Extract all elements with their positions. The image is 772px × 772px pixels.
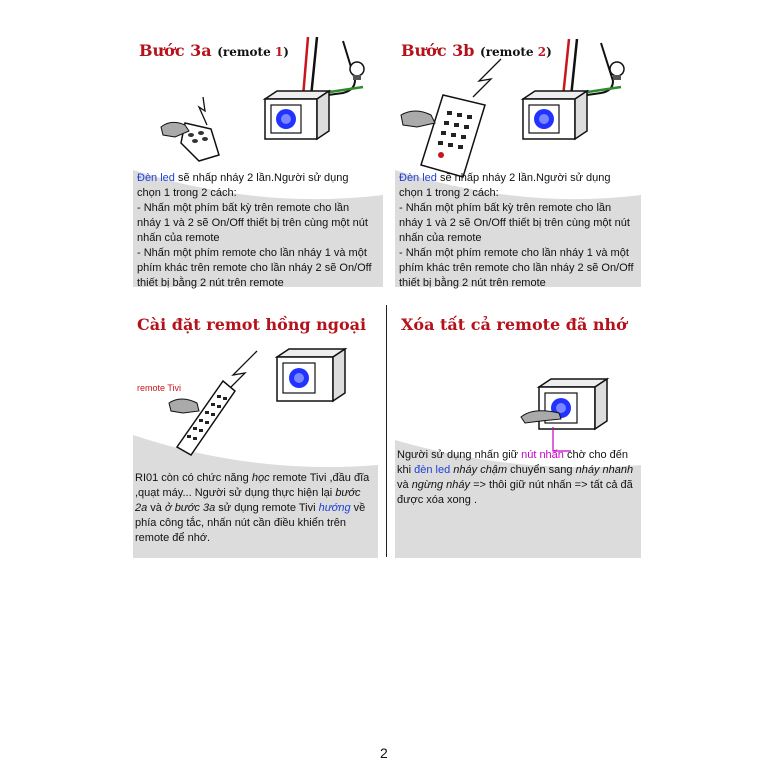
remote-tv-label: remote Tivi [137, 383, 182, 393]
remote-2-icon [401, 91, 487, 179]
step-3b-description: Đèn led sẽ nhấp nháy 2 lần.Người sử dụng chọn 1 trong 2 cách: - Nhấn một phím bất kỳ trên remote cho lần nháy 1 và 2 sẽ On/Off thiết bị trên cùng một nút nhấn của remote - Nhấn một phím remote cho lần nháy 1 và một phím khác trên remote cho lần nháy 2 sẽ On/Off thiết bị bằng 2 nút trên remote [399, 172, 634, 289]
clear-remotes-panel [395, 305, 641, 558]
step-3a-description: Đèn led sẽ nhấp nháy 2 lần.Người sử dụng chọn 1 trong 2 cách: - Nhấn một phím bất kỳ trên remote cho lần nháy 1 và 2 sẽ On/Off thiết bị trên cùng một nút nhấn của remote - Nhấn một phím remote cho lần nháy 1 và một phím khác trên remote cho lần nháy 2 sẽ On/Off thiết bị bằng 2 nút trên remote [137, 172, 372, 289]
switch-device-icon [271, 349, 355, 405]
ir-learning-panel [133, 305, 378, 558]
page-number: 2 [380, 745, 388, 761]
tv-remote-icon [167, 377, 237, 457]
switch-device-icon [517, 91, 597, 143]
remote-1-icon [161, 95, 231, 165]
step-3a-panel [133, 35, 383, 287]
step-3b-panel [395, 35, 641, 287]
switch-device-icon [259, 91, 339, 143]
ir-title: Cài đặt remot hồng ngoại [137, 315, 367, 334]
step-3a-title: Bước 3a (remote 1) [139, 41, 289, 60]
ir-description: RI01 còn có chức năng học remote Tivi ,đầu đĩa ,quạt máy... Người sử dụng thực hiện lại bước 2a và ở bước 3a sử dụng remote Tivi hướng về phía công tắc, nhấn nút cần điều khiển trên remote để nhớ. [135, 472, 370, 544]
step-3b-title: Bước 3b (remote 2) [401, 41, 552, 60]
panel-divider [386, 305, 387, 557]
clear-description: Người sử dụng nhấn giữ nút nhấn chờ cho đến khi đèn led nháy chậm chuyển sang nháy nhanh và ngừng nháy => thôi giữ nút nhấn => tất cả đã được xóa xong . [397, 449, 634, 506]
clear-title: Xóa tất cả remote đã nhớ [401, 315, 627, 334]
